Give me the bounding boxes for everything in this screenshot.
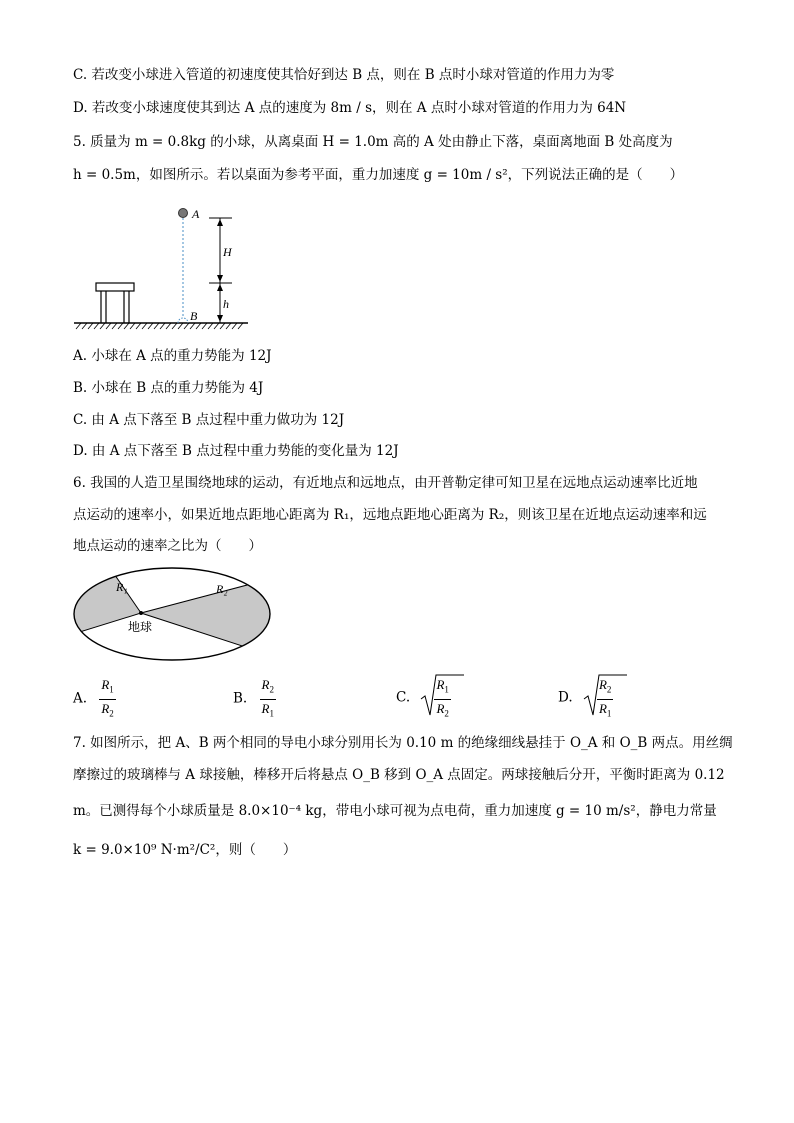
q6-option-d [558,673,613,722]
ball-b [178,318,188,323]
option-letter: B. [233,690,248,707]
option-letter: C. [396,689,411,706]
fraction: $\frac{R_2}{R_1}$ [598,677,612,719]
arrow-icon [217,219,223,226]
ball-a [179,209,188,218]
sector-r2 [141,579,280,655]
q4-option-c: C. 若改变小球进入管道的初速度使其恰好到达 B 点，则在 B 点时小球对管道的作用力为零 [73,67,615,83]
fraction: $\frac{R_1}{R_2}$ [436,677,449,719]
q5-option-b: B. 小球在 B 点的重力势能为 4J [73,380,264,396]
q7-stem-line4: k = 9.0×10⁹ N·m²/C²，则（ ） [73,842,297,858]
q6-stem-line3: 地点运动的速率之比为（ ） [73,538,262,554]
label-r1: R₁ [116,580,128,594]
q6-option-a [73,676,116,722]
q6-stem-line2: 点运动的速率小，如果近地点距地心距离为 R₁，远地点距地心距离为 R₂，则该卫星在近地点运动速率和远 [73,507,707,523]
label-b: B [190,309,198,323]
q5-stem-line1: 5. 质量为 m = 0.8kg 的小球，从离桌面 H = 1.0m 高的 A 处由静止下落，桌面离地面 B 处高度为 [73,134,673,150]
q5-drop-figure [70,200,260,332]
option-letter: A. [73,690,88,707]
option-letter: D. [558,689,573,706]
table [96,283,134,323]
arrow-icon [217,284,223,291]
ground-hatching [76,323,243,329]
label-earth: 地球 [128,620,153,634]
q7-stem-line3: m。已测得每个小球质量是 8.0×10⁻⁴ kg，带电小球可视为点电荷，重力加速度 g = 10 m/s²，静电力常量 [73,803,717,819]
q6-orbit-figure [70,565,280,665]
q6-option-c [396,673,451,722]
arrow-icon [217,275,223,282]
square-root [583,673,613,722]
q7-stem-line2: 摩擦过的玻璃棒与 A 球接触，棒移开后将悬点 O_B 移到 O_A 点固定。两球接触后分开，平衡时距离为 0.12 [73,767,725,783]
q5-option-a: A. 小球在 A 点的重力势能为 12J [73,348,272,364]
q5-stem-line2: h = 0.5m，如图所示。若以桌面为参考平面，重力加速度 g = 10m / s²，下列说法正确的是（ ） [73,167,684,183]
q4-option-d: D. 若改变小球速度使其到达 A 点的速度为 8m / s，则在 A 点时小球对管道的作用力为 64N [73,100,627,116]
fraction: $\frac{R_2}{R_1}$ [261,677,274,719]
label-h: h [223,297,229,311]
q7-stem-line1: 7. 如图所示，把 A、B 两个相同的导电小球分别用长为 0.10 m 的绝缘细线悬挂于 O_A 和 O_B 两点。用丝绸 [73,735,733,751]
arrow-icon [217,315,223,322]
q5-option-c: C. 由 A 点下落至 B 点过程中重力做功为 12J [73,412,345,428]
label-H: H [223,245,232,259]
earth-point [139,611,143,615]
q5-option-d: D. 由 A 点下落至 B 点过程中重力势能的变化量为 12J [73,443,399,459]
q6-option-b [233,676,276,722]
label-r2: R₂ [216,582,228,596]
q6-stem-line1: 6. 我国的人造卫星围绕地球的运动，有近地点和远地点，由开普勒定律可知卫星在远地点运动速率比近地 [73,475,698,491]
fraction: $\frac{R_1}{R_2}$ [101,677,114,719]
label-a: A [192,207,200,221]
square-root [420,673,450,722]
